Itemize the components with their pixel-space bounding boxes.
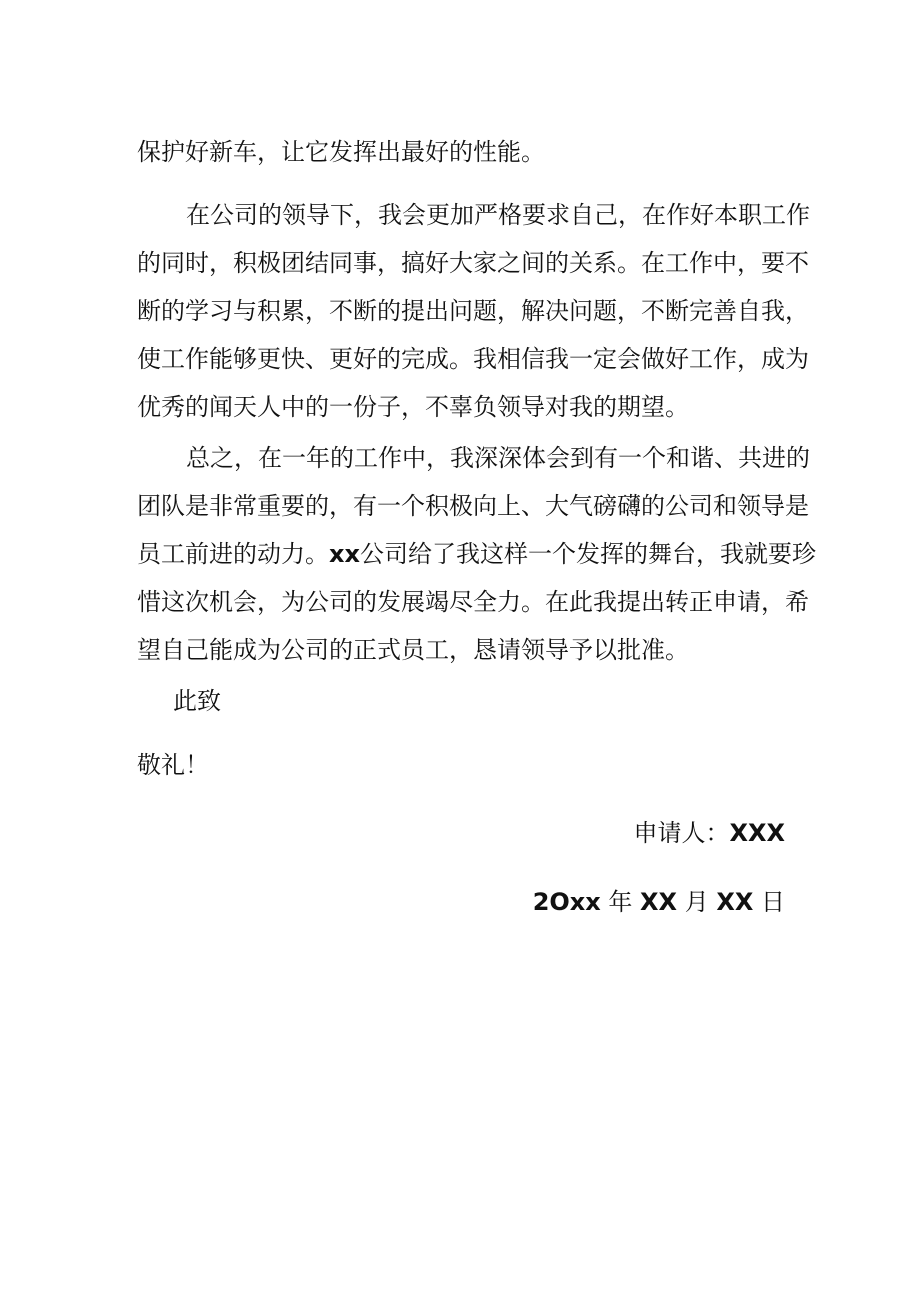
paragraph-line: 总之，在一年的工作中，我深深体会到有一个和谐、共进的 xyxy=(186,444,810,472)
date-year-char: 年 xyxy=(608,888,633,916)
date-day-char: 日 xyxy=(761,888,785,916)
closing-text: 此致 xyxy=(173,687,221,715)
paragraph-line: 望自己能成为公司的正式员工，恳请领导予以批准。 xyxy=(137,636,689,664)
date-day: XX xyxy=(716,888,754,916)
paragraph-line: 的同时，积极团结同事，搞好大家之间的关系。在工作中，要不 xyxy=(137,249,809,277)
paragraph-text: 员工前进的动力。 xyxy=(137,540,329,568)
company-placeholder: xx xyxy=(329,540,360,568)
date-year: 2Oxx xyxy=(532,888,601,916)
paragraph-line xyxy=(137,539,837,569)
paragraph-line: 保护好新车，让它发挥出最好的性能。 xyxy=(137,138,545,166)
paragraph-text: 公司给了我这样一个发挥的舞台，我就要珍 xyxy=(359,540,816,568)
paragraph-line: 使工作能够更快、更好的完成。我相信我一定会做好工作，成为 xyxy=(137,345,809,373)
applicant-line xyxy=(633,818,785,848)
paragraph-line: 团队是非常重要的，有一个积极向上、大气磅礴的公司和领导是 xyxy=(137,492,809,520)
paragraph-line: 优秀的闻天人中的一份子，不辜负领导对我的期望。 xyxy=(137,393,689,421)
applicant-label: 申请人： xyxy=(633,819,730,847)
salute-text: 敬礼！ xyxy=(137,751,209,779)
paragraph-line: 惜这次机会，为公司的发展竭尽全力。在此我提出转正申请，希 xyxy=(137,588,809,616)
paragraph-line: 断的学习与积累，不断的提出问题，解决问题，不断完善自我， xyxy=(137,297,809,325)
date-month-char: 月 xyxy=(684,888,709,916)
date-line xyxy=(533,887,785,917)
applicant-name: XXX xyxy=(729,819,785,847)
paragraph-line: 在公司的领导下，我会更加严格要求自己，在作好本职工作 xyxy=(186,201,810,229)
date-month: XX xyxy=(640,888,678,916)
